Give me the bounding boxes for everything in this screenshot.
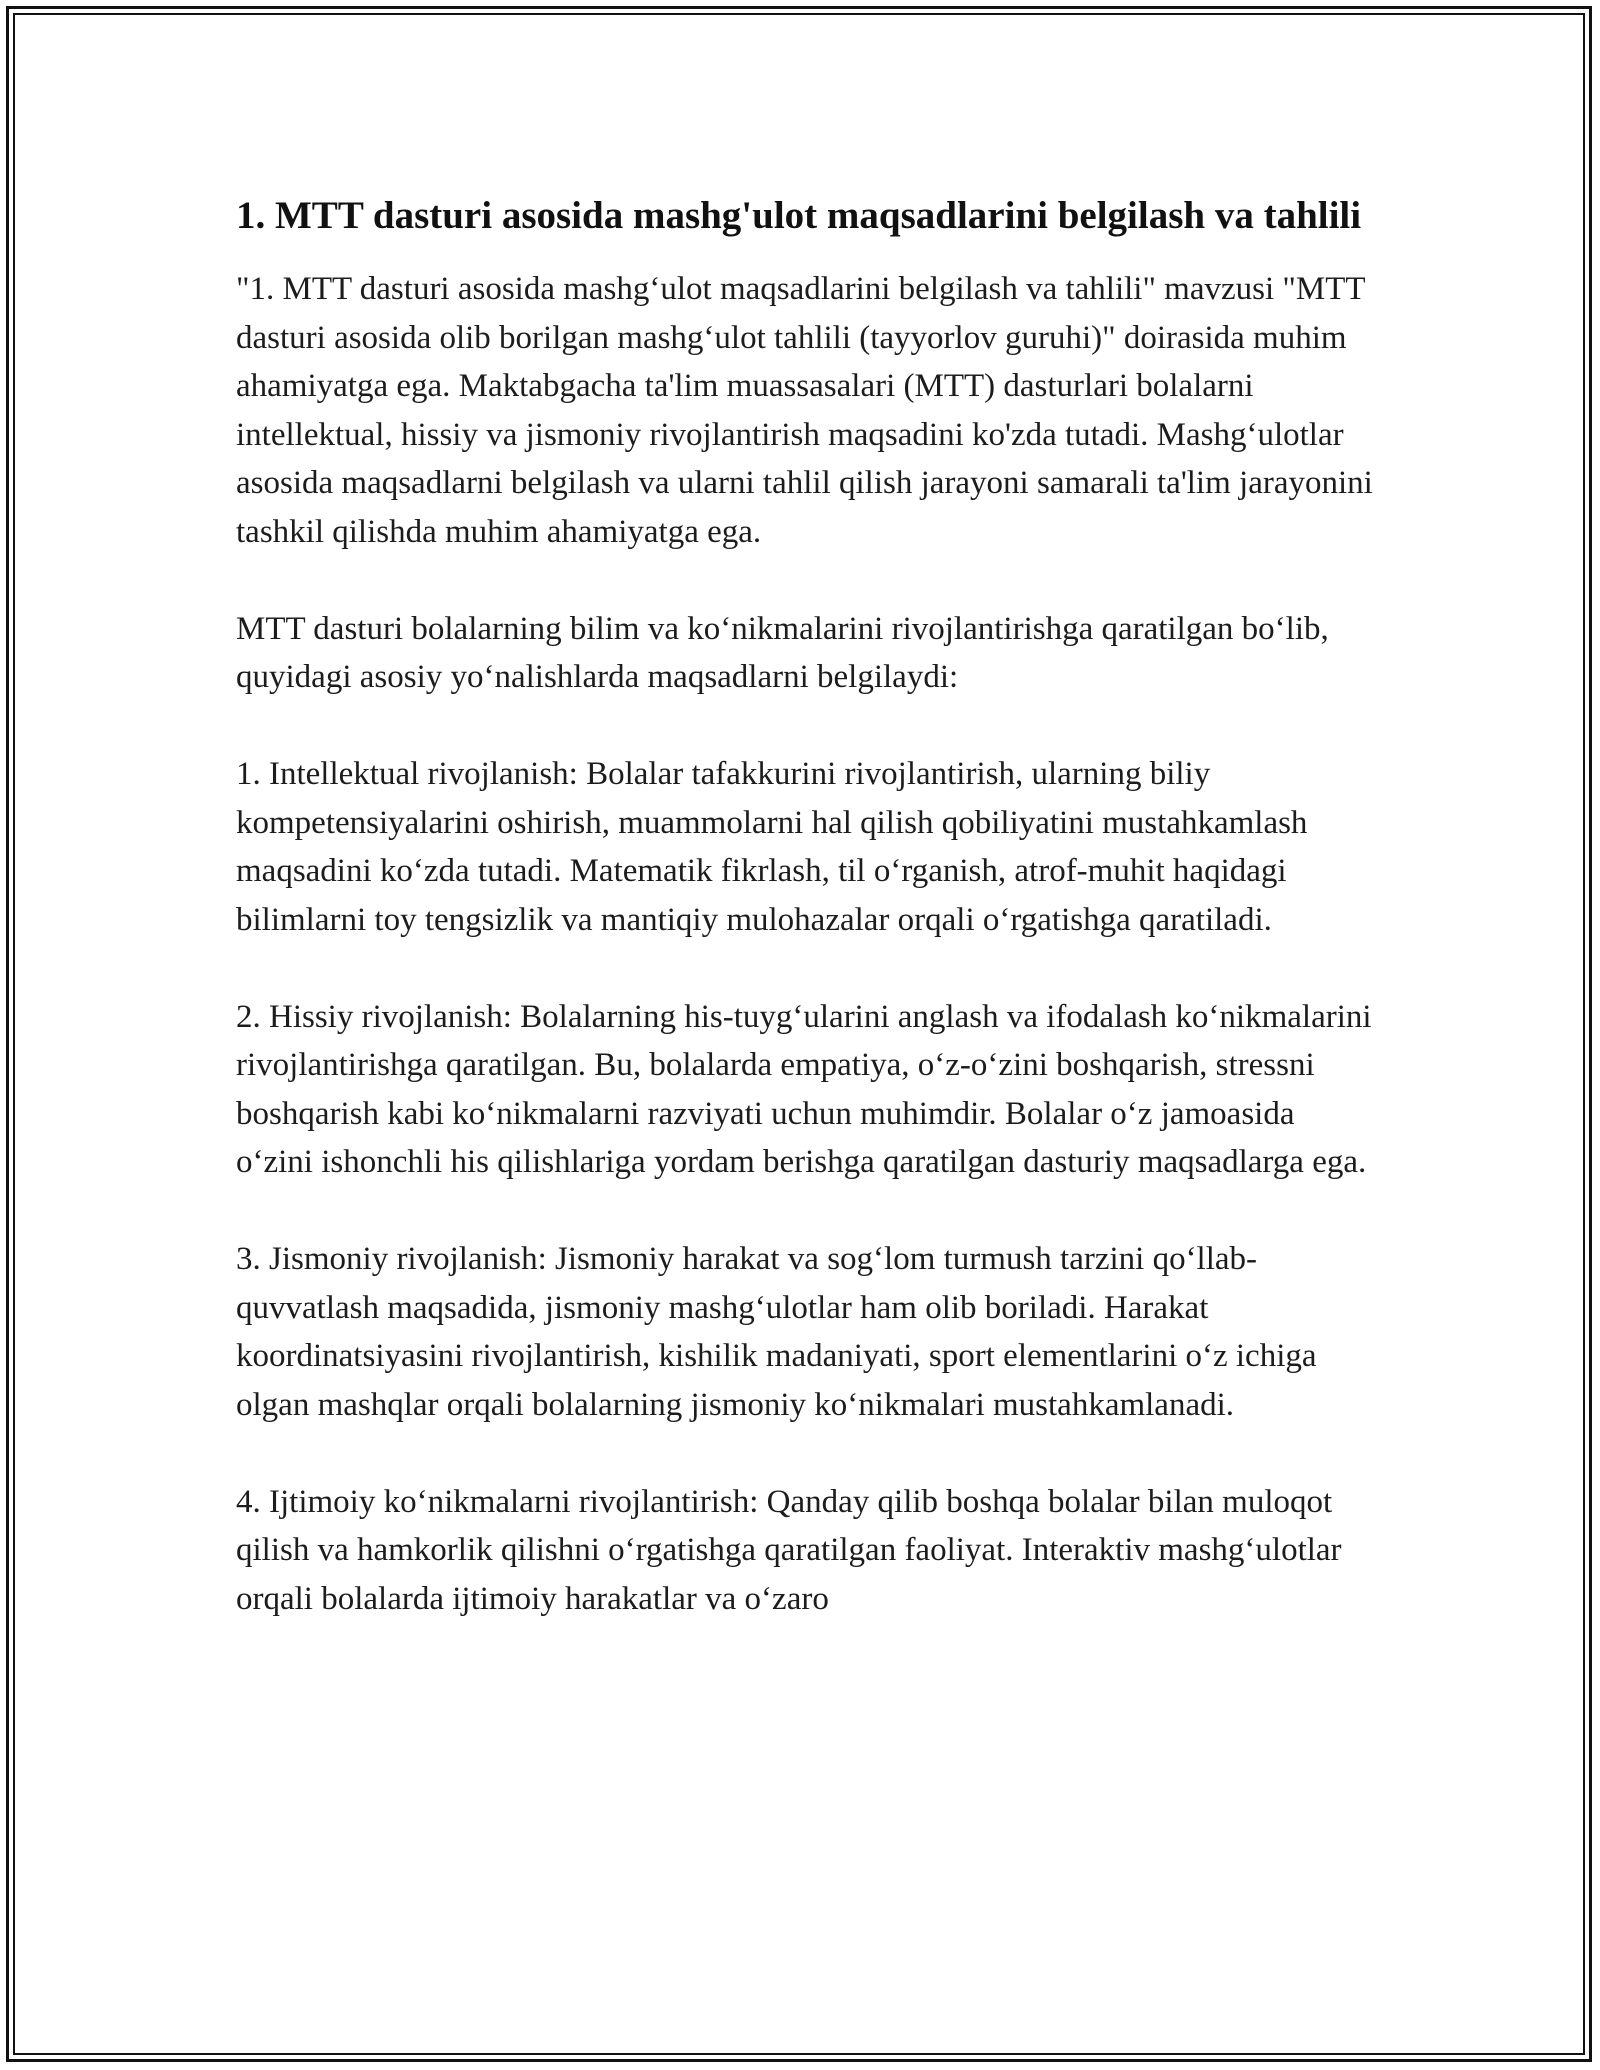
paragraph-intellectual: 1. Intellektual rivojlanish: Bolalar tafakkurini rivojlantirish, ularning biliy kompetensiyalarini oshirish, muammolarni hal qilish qobiliyatini mustahkamlash maqsadini ko‘zda tutadi. Matematik fikrlash, til o‘rganish, atrof-muhit haqidagi bilimlarni toy tengsizlik va mantiqiy mulohazalar orqali o‘rgatishga qaratiladi. (236, 756, 1308, 938)
document-body (236, 188, 1376, 1672)
paragraph-social: 4. Ijtimoiy ko‘nikmalarni rivojlantirish: Qanday qilib boshqa bolalar bilan muloqot qilish va hamkorlik qilishni o‘rgatishga qaratilgan faoliyat. Interaktiv mashg‘ulotlar orqali bolalarda ijtimoiy harakatlar va o‘zaro (236, 1483, 1342, 1617)
paragraph-directions: MTT dasturi bolalarning bilim va ko‘nikmalarini rivojlantirishga qaratilgan bo‘lib, quyidagi asosiy yo‘nalishlarda maqsadlarni belgilaydi: (236, 610, 1329, 695)
paragraph-emotional: 2. Hissiy rivojlanish: Bolalarning his-tuyg‘ularini anglash va ifodalash ko‘nikmalarini rivojlantirishga qaratilgan. Bu, bolalarda empatiya, o‘z-o‘zini boshqarish, stressni boshqarish kabi ko‘nikmalarni razviyati uchun muhimdir. Bolalar o‘z jamoasida o‘zini ishonchli his qilishlariga yordam berishga qaratilgan dasturiy maqsadlarga ega. (236, 998, 1372, 1180)
paragraph-intro: "1. MTT dasturi asosida mashg‘ulot maqsadlarini belgilash va tahlili" mavzusi "MTT dasturi asosida olib borilgan mashg‘ulot tahlili (tayyorlov guruhi)" doirasida muhim ahamiyatga ega. Maktabgacha ta'lim muassasalari (MTT) dasturlari bolalarni intellektual, hissiy va jismoniy rivojlantirish maqsadini ko'zda tutadi. Mashg‘ulotlar asosida maqsadlarni belgilash va ularni tahlil qilish jarayoni samarali ta'lim jarayonini tashkil qilishda muhim ahamiyatga ega. (236, 271, 1373, 550)
document-title: 1. MTT dasturi asosida mashg'ulot maqsadlarini belgilash va tahlili (236, 194, 1362, 237)
paragraph-physical: 3. Jismoniy rivojlanish: Jismoniy harakat va sog‘lom turmush tarzini qo‘llab-quvvatlash maqsadida, jismoniy mashg‘ulotlar ham olib boriladi. Harakat koordinatsiyasini rivojlantirish, kishilik madaniyati, sport elementlarini o‘z ichiga olgan mashqlar orqali bolalarning jismoniy ko‘nikmalari mustahkamlanadi. (236, 1241, 1317, 1423)
